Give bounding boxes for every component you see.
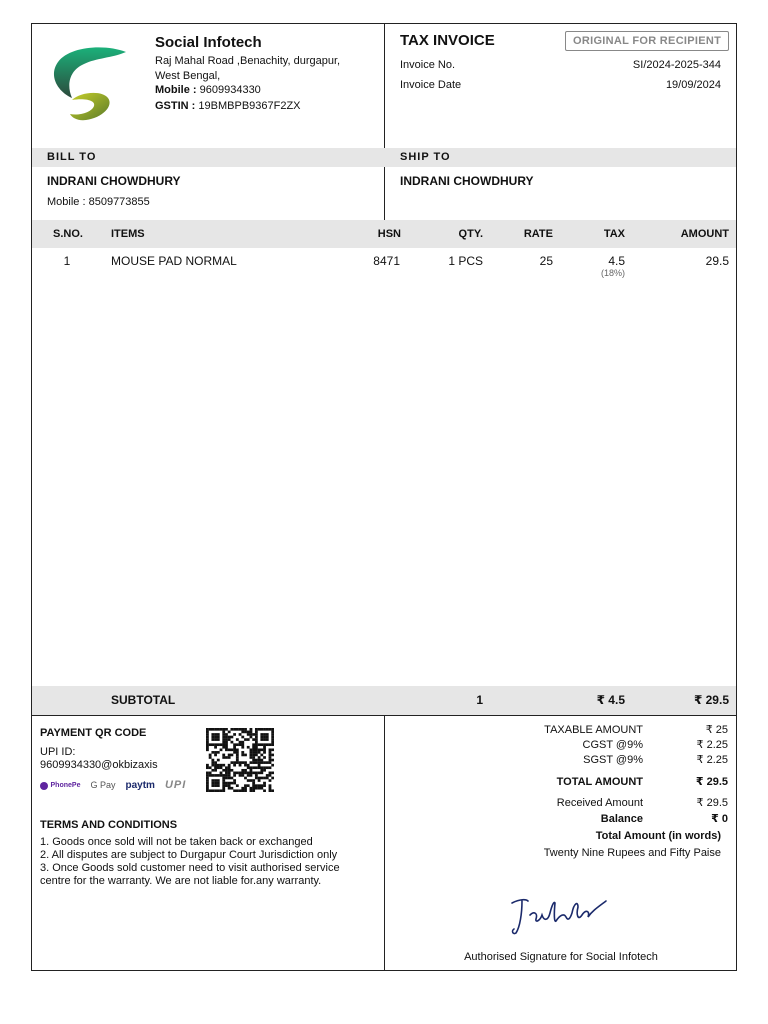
invoice-date-value: 19/09/2024 <box>665 79 721 91</box>
col-rate: RATE <box>523 228 553 240</box>
col-amount: AMOUNT <box>680 228 729 240</box>
ship-to-label: SHIP TO <box>400 151 451 163</box>
company-mobile-value: 9609934330 <box>199 84 261 96</box>
terms-line: 2. All disputes are subject to Durgapur Court Jurisdiction only <box>40 849 338 861</box>
address-line-1: Raj Mahal Road ,Benachity, durgapur, <box>155 55 341 67</box>
invoice-no-value: SI/2024-2025-344 <box>632 59 721 71</box>
company-mobile <box>155 83 261 98</box>
sgst-label: SGST @9% <box>583 754 643 766</box>
col-qty: QTY. <box>458 228 483 240</box>
invoice-title: TAX INVOICE <box>400 32 495 49</box>
row-rate: 25 <box>539 254 553 268</box>
payment-qr-label: PAYMENT QR CODE <box>40 727 147 739</box>
total-label: TOTAL AMOUNT <box>556 776 643 788</box>
terms-line: 3. Once Goods sold customer need to visit authorised service <box>40 862 340 874</box>
gpay-logo: G Pay <box>90 780 116 790</box>
paytm-logo: paytm <box>125 779 155 791</box>
subtotal-amount: ₹ 29.5 <box>693 693 729 707</box>
bill-to-name: INDRANI CHOWDHURY <box>47 174 181 188</box>
terms-line: centre for the warranty. We are not liable for.any warranty. <box>40 875 322 887</box>
bill-to-mobile <box>47 195 150 210</box>
company-gstin <box>155 99 301 114</box>
company-address <box>155 54 375 84</box>
subtotal-label: SUBTOTAL <box>111 693 176 707</box>
subtotal-qty: 1 <box>476 693 483 707</box>
signature-caption: Authorised Signature for Social Infotech <box>464 951 658 963</box>
terms-label: TERMS AND CONDITIONS <box>40 819 178 831</box>
phonepe-icon <box>40 782 48 790</box>
balance-value: ₹ 0 <box>711 813 728 825</box>
cgst-value: ₹ 2.25 <box>696 739 728 751</box>
row-amount: 29.5 <box>705 254 729 268</box>
original-badge: ORIGINAL FOR RECIPIENT <box>565 31 729 51</box>
sgst-value: ₹ 2.25 <box>696 754 728 766</box>
row-tax: 4.5 <box>608 254 625 268</box>
subtotal-tax: ₹ 4.5 <box>596 693 625 707</box>
company-gstin-label: GSTIN : <box>155 100 196 112</box>
bill-to-label: BILL TO <box>47 151 97 163</box>
phonepe-logo: PhonePe <box>40 780 80 790</box>
address-band <box>32 148 736 167</box>
col-sno: S.NO. <box>53 228 83 240</box>
received-value: ₹ 29.5 <box>696 797 728 809</box>
balance-label: Balance <box>600 813 643 825</box>
upi-label: UPI ID: <box>40 746 76 758</box>
address-line-2: West Bengal, <box>155 70 221 82</box>
total-value: ₹ 29.5 <box>695 776 728 788</box>
payment-app-logos <box>40 779 186 791</box>
col-hsn: HSN <box>377 228 401 240</box>
taxable-value: ₹ 25 <box>705 724 728 736</box>
company-name: Social Infotech <box>155 34 262 51</box>
received-label: Received Amount <box>556 797 643 809</box>
footer-divider <box>384 715 385 971</box>
invoice-date-label: Invoice Date <box>400 79 462 91</box>
bill-to-mobile-label: Mobile : <box>47 196 86 208</box>
company-mobile-label: Mobile : <box>155 84 197 96</box>
taxable-label: TAXABLE AMOUNT <box>544 724 643 736</box>
header-divider <box>384 23 385 220</box>
upi-logo: UPI <box>164 779 187 791</box>
terms-line: 1. Goods once sold will not be taken back or exchanged <box>40 836 313 848</box>
company-logo <box>50 44 130 122</box>
row-sno: 1 <box>63 254 71 268</box>
amount-words-value: Twenty Nine Rupees and Fifty Paise <box>543 847 721 859</box>
terms-list <box>40 836 380 888</box>
invoice-no-label: Invoice No. <box>400 59 456 71</box>
row-qty: 1 PCS <box>448 254 483 268</box>
ship-to-name: INDRANI CHOWDHURY <box>400 174 534 188</box>
signature-image <box>508 893 612 939</box>
cgst-label: CGST @9% <box>582 739 643 751</box>
subtotal-line <box>32 715 736 716</box>
company-gstin-value: 19BMBPB9367F2ZX <box>198 100 301 112</box>
payment-qr-code <box>206 728 274 792</box>
col-tax: TAX <box>603 228 625 240</box>
bill-to-mobile-value: 8509773855 <box>88 196 150 208</box>
amount-words-label: Total Amount (in words) <box>595 830 721 842</box>
row-tax-pct: (18%) <box>600 268 625 278</box>
row-item: MOUSE PAD NORMAL <box>111 254 237 268</box>
row-hsn: 8471 <box>373 254 400 268</box>
upi-id: 9609934330@okbizaxis <box>40 759 158 771</box>
col-items: ITEMS <box>111 228 145 240</box>
